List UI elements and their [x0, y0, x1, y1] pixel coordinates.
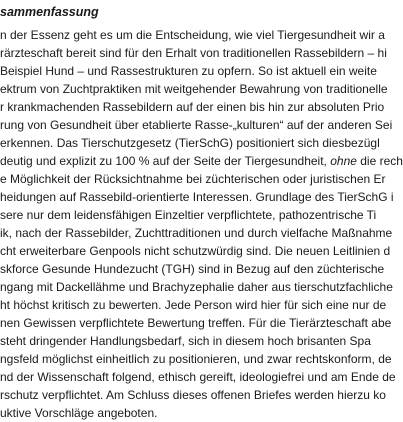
text-line: skforce Gesunde Hundezucht (TGH) sind in Bezug auf den züchterische: [0, 262, 385, 276]
text-line: e Möglichkeit der Rücksichtnahme bei züchterischen oder juristischen Er: [0, 172, 386, 186]
text-line: nd der Wissenschaft folgend, ethisch gereift, ideologiefrei und am Ende de: [0, 370, 396, 384]
text-line: nen Gewissen verpflichtete Bewertung treffen. Für die Tierärzteschaft abe: [0, 316, 392, 330]
text-line: erkennen. Das Tierschutzgesetz (TierSchG) positioniert sich diesbezügl: [0, 136, 380, 150]
text-line: n der Essenz geht es um die Entscheidung, wie viel Tiergesundheit wir a: [0, 28, 385, 42]
text-line: ngang mit Dackellähme und Brachyzephalie daher aus tierschutzfachliche: [0, 280, 393, 294]
paragraph: [0, 26, 403, 422]
text-line: rschutz verpflichtet. Am Schluss dieses offenen Briefes werden hierzu ko: [0, 388, 386, 402]
text-line: r krankmachenden Rassebildern auf der einen bis hin zur absoluten Prio: [0, 100, 385, 114]
section-heading: sammenfassung: [0, 5, 99, 19]
text-line: cht erweiterbare Genpools nicht schutzwürdig sind. Die neuen Leitlinien d: [0, 244, 391, 258]
text-line: ht höchst kritisch zu bewerten. Jede Person wird hier für sich eine nur de: [0, 298, 387, 312]
text-line: ik, nach der Rassebilder, Zuchttraditionen und durch vielfache Maßnahme: [0, 226, 393, 240]
text-line-with-emphasis: [0, 152, 403, 170]
text-line: sere nur dem leidensfähigen Einzeltier verpflichtete, pathozentrische Ti: [0, 208, 377, 222]
text-line: rung von Gesundheit über etablierte Rasse-„kulturen“ auf der anderen Sei: [0, 118, 393, 132]
text-line: uktive Vorschläge angeboten.: [0, 406, 158, 420]
text-line: steht dringender Handlungsbedarf, sich in diesem hoch brisanten Spa: [0, 334, 371, 348]
text-segment: deutig und explizit zu 100 % auf der Seite der Tiergesundheit,: [0, 154, 331, 168]
text-line: Beispiel Hund – und Rassestrukturen zu opfern. So ist aktuell ein weite: [0, 64, 377, 78]
text-line: ngsfeld möglichst einheitlich zu positionieren, und zwar rechtskonform, de: [0, 352, 392, 366]
text-line: rärzteschaft bereit sind für den Erhalt von traditionellen Rassebildern – hi: [0, 46, 387, 60]
text-line: heidungen auf Rassebild-orientierte Interessen. Grundlage des TierSchG i: [0, 190, 394, 204]
text-line: ektrum von Zuchtpraktiken mit weitgehender Bewahrung von traditionelle: [0, 82, 388, 96]
emphasis-word: ohne: [330, 154, 357, 168]
text-segment: die rech: [356, 154, 403, 168]
